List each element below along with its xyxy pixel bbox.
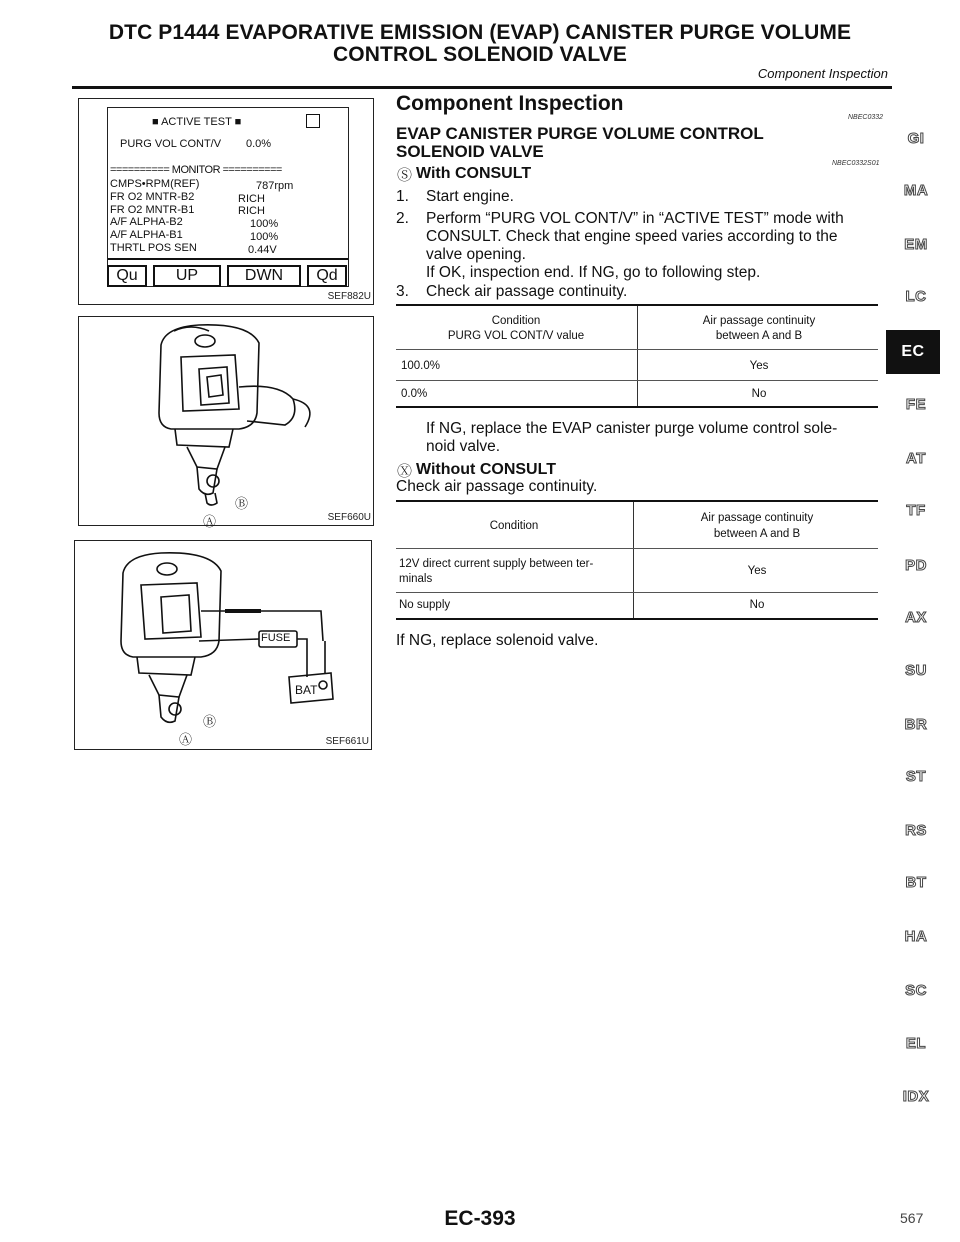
page-title-line2: CONTROL SOLENOID VALVE: [333, 43, 627, 66]
monitor-label-2: FR O2 MNTR-B1: [110, 204, 195, 216]
step-text: Perform “PURG VOL CONT/V” in “ACTIVE TEST” mode with: [426, 210, 844, 227]
screen-divider: [108, 258, 348, 260]
step-text: valve opening.: [426, 246, 526, 263]
solenoid-battery-figure: [74, 540, 372, 750]
section-code: NBEC0332: [848, 114, 884, 121]
monitor-header: ========== MONITOR ==========: [110, 164, 282, 176]
tab-br[interactable]: BR: [904, 716, 928, 733]
table-rule: [396, 406, 878, 408]
section-title: Component Inspection: [396, 92, 624, 115]
qu-button[interactable]: Qu: [107, 265, 147, 287]
table-cell: Yes: [747, 565, 767, 577]
tab-gi[interactable]: GI: [907, 130, 925, 147]
tab-at[interactable]: AT: [906, 450, 926, 467]
tab-su[interactable]: SU: [905, 662, 927, 679]
table-rule: [396, 349, 878, 350]
step-num: 3.: [396, 283, 409, 300]
table-header: PURG VOL CONT/V value: [447, 330, 585, 342]
figure-code: SEF882U: [327, 291, 371, 302]
page-code: EC-393: [444, 1207, 516, 1230]
subsection-code: NBEC0332S01: [832, 160, 880, 167]
table-header: Condition: [491, 315, 541, 327]
table-rule: [396, 380, 878, 381]
tab-st[interactable]: ST: [905, 768, 927, 785]
monitor-label-0: CMPS•RPM(REF): [110, 178, 200, 190]
table-cell: minals: [399, 573, 433, 585]
table-header: Air passage continuity: [700, 512, 814, 524]
monitor-value-1: RICH: [238, 193, 265, 205]
table-header: Air passage continuity: [702, 315, 816, 327]
tab-fe[interactable]: FE: [905, 396, 927, 413]
table-header: Condition: [489, 520, 539, 532]
tab-ec[interactable]: EC: [886, 330, 940, 374]
monitor-value-0: 787rpm: [256, 180, 294, 192]
page-number: 567: [900, 1210, 924, 1226]
table-divider: [637, 306, 638, 408]
tab-ma[interactable]: MA: [903, 182, 929, 199]
monitor-label-4: A/F ALPHA-B1: [110, 229, 183, 241]
tab-tf[interactable]: TF: [906, 502, 926, 519]
page-title-line1: DTC P1444 EVAPORATIVE EMISSION (EVAP) CANISTER PURGE VOLUME: [108, 21, 852, 44]
no-consult-icon: Ⓧ: [397, 463, 413, 480]
tab-ax[interactable]: AX: [905, 609, 927, 626]
port-b-label: Ⓑ: [203, 714, 217, 729]
table-cell: No supply: [399, 599, 451, 611]
qd-button[interactable]: Qd: [307, 265, 347, 287]
subsection-title-line1: EVAP CANISTER PURGE VOLUME CONTROL: [396, 124, 764, 143]
solenoid-battery-drawing: [75, 541, 371, 749]
dwn-button[interactable]: DWN: [227, 265, 301, 287]
header-rule: [72, 86, 892, 89]
figure-code: SEF661U: [325, 736, 369, 747]
table-rule: [396, 592, 878, 593]
tab-sc[interactable]: SC: [905, 982, 927, 999]
figure-code: SEF660U: [327, 512, 371, 523]
monitor-label-1: FR O2 MNTR-B2: [110, 191, 195, 203]
port-b-label: Ⓑ: [235, 496, 249, 511]
tab-em[interactable]: EM: [904, 236, 928, 253]
step-text: Start engine.: [426, 188, 514, 205]
page-subtitle: Component Inspection: [757, 66, 888, 81]
step-text: Check air passage continuity.: [426, 283, 628, 300]
tab-rs[interactable]: RS: [905, 822, 927, 839]
tab-idx[interactable]: IDX: [902, 1088, 930, 1105]
check-text: Check air passage continuity.: [396, 478, 598, 495]
active-test-label: ■ ACTIVE TEST ■: [152, 116, 242, 128]
monitor-label-3: A/F ALPHA-B2: [110, 216, 183, 228]
step-num: 2.: [396, 210, 409, 227]
monitor-label-5: THRTL POS SEN: [110, 242, 197, 254]
monitor-value-2: RICH: [238, 205, 265, 217]
tab-pd[interactable]: PD: [905, 557, 927, 574]
consult-screen: [107, 107, 349, 287]
tab-el[interactable]: EL: [905, 1035, 927, 1052]
purg-label: PURG VOL CONT/V: [120, 138, 222, 150]
solenoid-valve-drawing: [79, 317, 373, 525]
with-consult-heading: With CONSULT: [416, 165, 532, 182]
table-cell: 0.0%: [401, 388, 428, 400]
table-rule: [396, 500, 878, 502]
table-cell: Yes: [749, 360, 769, 372]
solenoid-figure: [78, 316, 374, 529]
ng-note-line2: noid valve.: [426, 438, 501, 455]
step-text: CONSULT. Check that engine speed varies according to the: [426, 228, 838, 245]
table-rule: [396, 548, 878, 549]
monitor-value-4: 100%: [250, 231, 279, 243]
battery-label: BAT: [295, 683, 318, 697]
table-header: between A and B: [715, 330, 803, 342]
table-cell: No: [749, 599, 765, 611]
consult-screen-figure: [78, 98, 374, 305]
ng-note-line1: If NG, replace the EVAP canister purge volume control sole-: [426, 420, 838, 437]
table-divider: [633, 502, 634, 620]
port-a-label: Ⓐ: [203, 514, 217, 529]
up-button[interactable]: UP: [153, 265, 221, 287]
without-consult-heading: Without CONSULT: [416, 461, 556, 478]
tab-lc[interactable]: LC: [905, 288, 927, 305]
table-cell: 100.0%: [401, 360, 441, 372]
fuse-label: FUSE: [261, 632, 291, 644]
table-cell: 12V direct current supply between ter-: [399, 558, 594, 570]
tab-bt[interactable]: BT: [905, 874, 927, 891]
step-num: 1.: [396, 188, 409, 205]
table-rule: [396, 618, 878, 620]
tab-ha[interactable]: HA: [904, 928, 928, 945]
table-cell: No: [751, 388, 767, 400]
ng-note: If NG, replace solenoid valve.: [396, 632, 599, 649]
consult-icon: Ⓢ: [397, 167, 413, 184]
port-a-label: Ⓐ: [179, 732, 193, 747]
purg-value: 0.0%: [246, 138, 272, 150]
subsection-title-line2: SOLENOID VALVE: [396, 142, 544, 161]
table-header: between A and B: [713, 528, 801, 540]
checkbox-icon: [306, 114, 320, 128]
monitor-value-5: 0.44V: [248, 244, 277, 256]
monitor-value-3: 100%: [250, 218, 279, 230]
step-text: If OK, inspection end. If NG, go to following step.: [426, 264, 761, 281]
